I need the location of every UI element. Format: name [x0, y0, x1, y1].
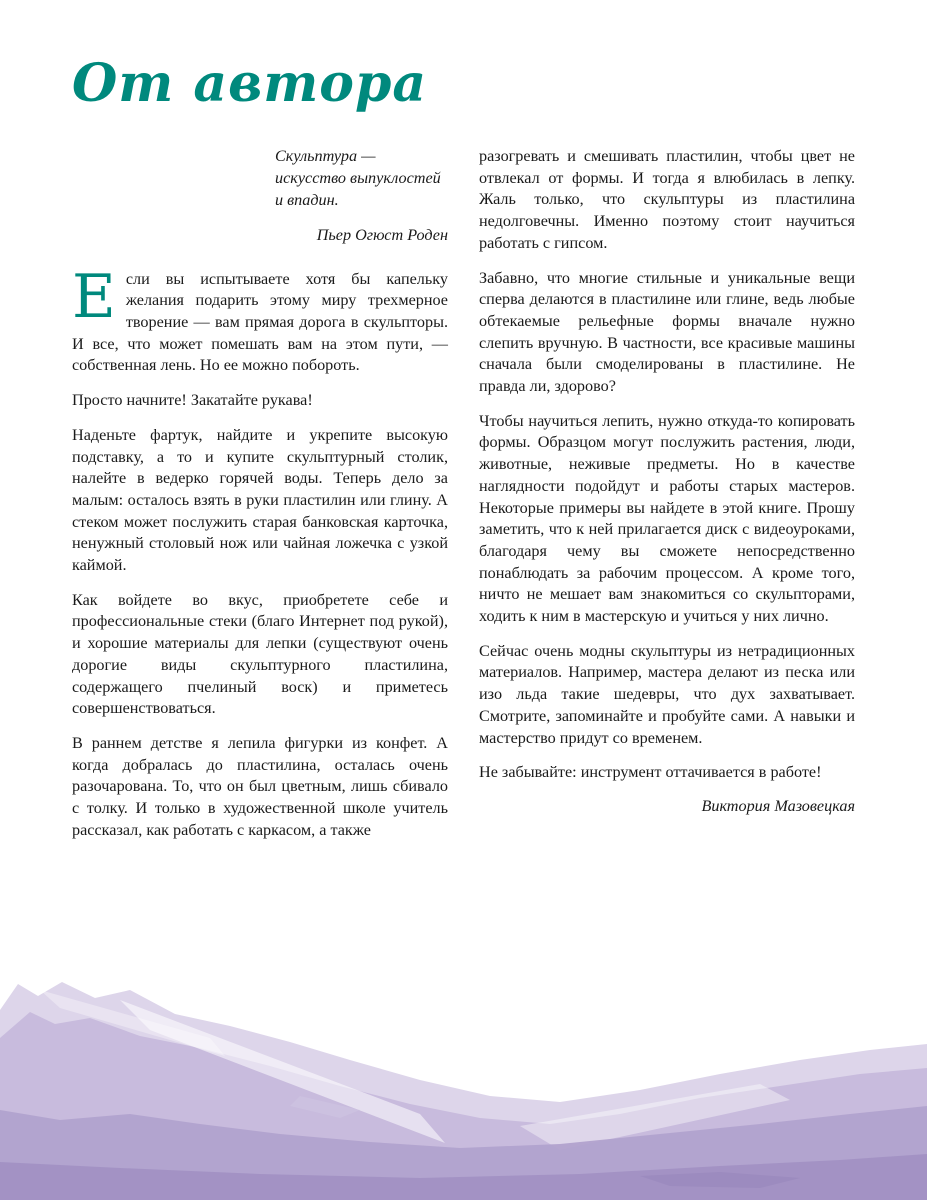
paragraph: Наденьте фартук, найдите и укрепите высокую подставку, а то и купите скульптурный столик, налейте в ведерко горячей воды. Теперь дело за малым: осталось взять в руки пластилин или глину. А стеком может послужить старая банковская карточка, ненужный столовый нож или чайная ложечка с узкой каймой.	[72, 425, 448, 575]
paragraph: Просто начните! Закатайте рукава!	[72, 391, 313, 410]
paragraph-dropcap	[72, 261, 448, 378]
paragraph: Как войдете во вкус, приобретете себе и профессиональные стеки (благо Интернет под рукой), и хорошие материалы для лепки (существуют очень дорогие виды скульптурного пластилина, содержащего пчелиный воск) и приметесь совершенствоваться.	[72, 590, 448, 718]
epigraph-attribution: Пьер Огюст Роден	[316, 225, 448, 244]
paragraph: В раннем детстве я лепила фигурки из конфет. А когда добралась до пластилина, осталась очень разочарована. То, что он был цветным, лишь сбивало с толку. И только в художественной школе учитель рассказал, как работать с каркасом, а также	[72, 733, 448, 839]
drop-cap: Е	[72, 261, 116, 332]
two-column-layout	[0, 146, 927, 854]
page-title: От автора	[72, 53, 428, 114]
paragraph: Чтобы научиться лепить, нужно откуда-то копировать формы. Образцом могут послужить растения, люди, животные, неживые предметы. Но в качестве наглядности подойдут и работы старых мастеров. Некоторые примеры вы найдете в этой книге. Прошу заметить, что к ней прилагается диск с видеоуроками, благодаря чему вы сможете непосредственно понаблюдать за рабочим процессом. А кроме того, ничто не мешает вам знакомиться со скульпторами, ходить к ним в мастерскую и учиться у них лично.	[479, 411, 855, 626]
mountain-watercolor-illustration	[0, 938, 927, 1200]
paragraph: разогревать и смешивать пластилин, чтобы цвет не отвлекал от формы. И тогда я влюбилась в лепку. Жаль только, что скульптуры из пластилина недолговечны. Именно поэтому стоит научиться работать с гипсом.	[479, 147, 855, 252]
epigraph: Скульптура — искусство выпуклостей и впадин.	[275, 147, 441, 209]
left-column	[72, 146, 448, 854]
author-signature: Виктория Мазовецкая	[701, 796, 855, 815]
paragraph: Сейчас очень модны скульптуры из нетрадиционных материалов. Например, мастера делают из песка или изо льда такие шедевры, что дух захватывает. Смотрите, запоминайте и пробуйте сами. А навыки и мастерство придут со временем.	[479, 641, 855, 747]
right-column	[479, 146, 855, 854]
paragraph: Не забывайте: инструмент оттачивается в работе!	[479, 763, 822, 782]
paragraph: Забавно, что многие стильные и уникальные вещи сперва делаются в пластилине или глине, ведь любые обтекаемые рельефные формы вначале нужно слепить вручную. В частности, все красивые машины сначала были смоделированы в пластилине. Не правда ли, здорово?	[479, 268, 855, 396]
paragraph-text: сли вы испытываете хотя бы капельку желания подарить этому миру трехмерное творение — вам прямая дорога в скульпторы. И все, что может помешать вам на этом пути, — собственная лень. Но ее можно побороть.	[72, 269, 448, 375]
